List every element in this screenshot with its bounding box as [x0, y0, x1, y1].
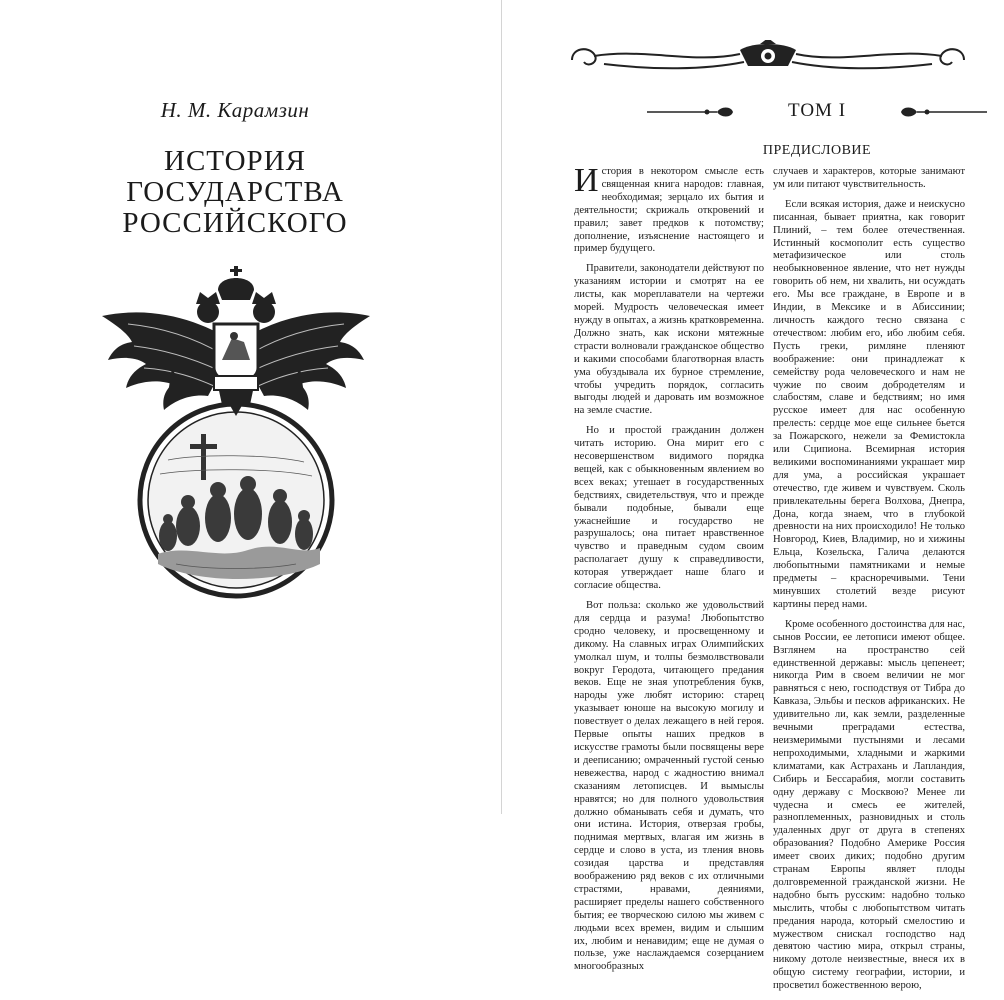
ornamental-header-icon [564, 40, 972, 74]
paragraph: История в некотором смысле есть священная книга народов: главная, необходимая; зерцало их бытия и деятельности; скрижаль откровений и правил; завет предков к потомству; дополнение, изъяснение настоящего и пример будущего. [574, 162, 764, 255]
book-title [0, 146, 470, 239]
right-flourish-icon [899, 105, 987, 119]
paragraph: Кроме особенного достоинства для нас, сынов России, ее летописи имеют общее. Взглянем на пространство сей единственной державы: мысль цепенеет; никогда Рим в своем величии не мог равняться с нею, господствуя от Тибра до Кавказа, Эльбы и песков африканских. Не удивительно ли, как земли, разделенные вечными преградами естества, неизмеримыми пустынями и лесами непроходимыми, хладными и жаркими климатами, как Астрахань и Лапландия, Сибирь и Бессарабия, могли составить одну державу с Москвою? Менее ли чудесна и смесь ее жителей, разноплеменных, разновидных и столь удаленных друг от друга в степенях образования? Подобно Америке Россия имеет своих диких; подобно другим странам Европы являет плоды долговременной гражданской жизни. Не надобно быть русским: надобно только мыслить, чтобы с любопытством читать предания народа, который смелостию и мужеством снискал господство над девятою частию мира, открыл страны, никому дотоле неизвестные, внеся их в общую систему географии, истории, и просветил божественною верою, [773, 618, 965, 992]
section-title: ПРЕДИСЛОВИЕ [762, 143, 872, 158]
text-column-2 [773, 166, 965, 1000]
volume-title: ТОМ I [787, 100, 847, 121]
drop-cap: И [574, 162, 599, 199]
left-page [0, 0, 502, 814]
volume-heading [647, 100, 987, 124]
paragraph: случаев и характеров, которые занимают ум или питают чувствительность. [773, 166, 965, 190]
text-column-1 [574, 162, 764, 981]
double-headed-eagle-medallion-icon [98, 264, 374, 600]
title-line-3: РОССИЙСКОГО [122, 207, 348, 239]
title-line-2: ГОСУДАРСТВА [126, 176, 344, 208]
paragraph: Если всякая история, даже и неискусно писанная, бывает приятна, как говорит Плиний, – тем более отечественная. Истинный космополит есть существо метафизическое или столь необыкновенное явление, что нет нужды говорить об нем, ни хвалить, ни осуждать его. Мы все граждане, в Европе и в Индии, в Мексике и в Абиссинии; личность каждого тесно связана с отечеством: любим его, ибо любим себя. Пусть греки, римляне пленяют воображение: они принадлежат к семейству рода человеческого и нам не чужие по своим добродетелям и слабостям, славе и бедствиям; но имя русское имеет для нас особенную прелесть: сердце мое еще сильнее бьется за Пожарского, нежели за Фемистокла или Сципиона. Всемирная история великими воспоминаниями украшает мир для ума, а российская украшает отечество, где живем и чувствуем. Сколь привлекательны берега Волхова, Днепра, Дона, когда знаем, что в глубокой древности на них происходило! Не только Новгород, Киев, Владимир, но и хижины Ельца, Козельска, Галича делаются любопытными памятниками и немые предметы – красноречивыми. Тени минувших столетий везде рисуют картины перед нами. [773, 198, 965, 610]
paragraph: Правители, законодатели действуют по указаниям истории и смотрят на ее листы, как мореплаватели на чертежи морей. Мудрость человеческая имеет нужду в опытах, а жизнь кратковременна. Должно знать, как искони мятежные страсти волновали гражданское общество и какими способами благотворная власть ума обуздывала их бурное стремление, чтобы учредить порядок, согласить выгоды людей и даровать им возможное на земле счастие. [574, 263, 764, 417]
author-name: Н. М. Карамзин [160, 98, 310, 122]
paragraph: Вот польза: сколько же удовольствий для сердца и разума! Любопытство сродно человеку, и просвещенному и дикому. На славных играх Олимпийских умолкал шум, и толпы безмолвствовали вокруг Геродота, читающего предания веков. Еще не зная употребления букв, народы уже любят историю: старец указывает юноше на высокую могилу и повествует о делах лежащего в ней героя. Первые опыты наших предков в искусстве грамоты были посвящены вере и дееписанию; омраченный густой сенью невежества, народ с жадностию внимал сказаниям летописцев. И вымыслы нравятся; но для полного удовольствия должно обманывать себя и думать, что они истина. История, отверзая гробы, поднимая мертвых, влагая им жизнь в сердце и слово в уста, из тления вновь созидая царства и представляя воображению ряд веков с их отличными страстями, нравами, деяниями, расширяет пределы нашего собственного бытия; ее творческою силою мы живем с людьми всех времен, видим и слышим их, любим и ненавидим; еще не думая о пользе, уже наслаждаемся созерцанием многообразных [574, 600, 764, 973]
right-page [502, 0, 1004, 992]
paragraph: Но и простой гражданин должен читать историю. Она мирит его с несовершенством видимого порядка вещей, как с обыкновенным явлением во всех веках; утешает в государственных бедствиях, свидетельствуя, что и прежде бывали подобные, бывали еще ужаснейшие и государство не разрушалось; она питает нравственное чувство и праведным судом своим располагает душу к справедливости, которая утверждает наше благо и согласие общества. [574, 425, 764, 592]
title-line-1: ИСТОРИЯ [164, 145, 306, 177]
